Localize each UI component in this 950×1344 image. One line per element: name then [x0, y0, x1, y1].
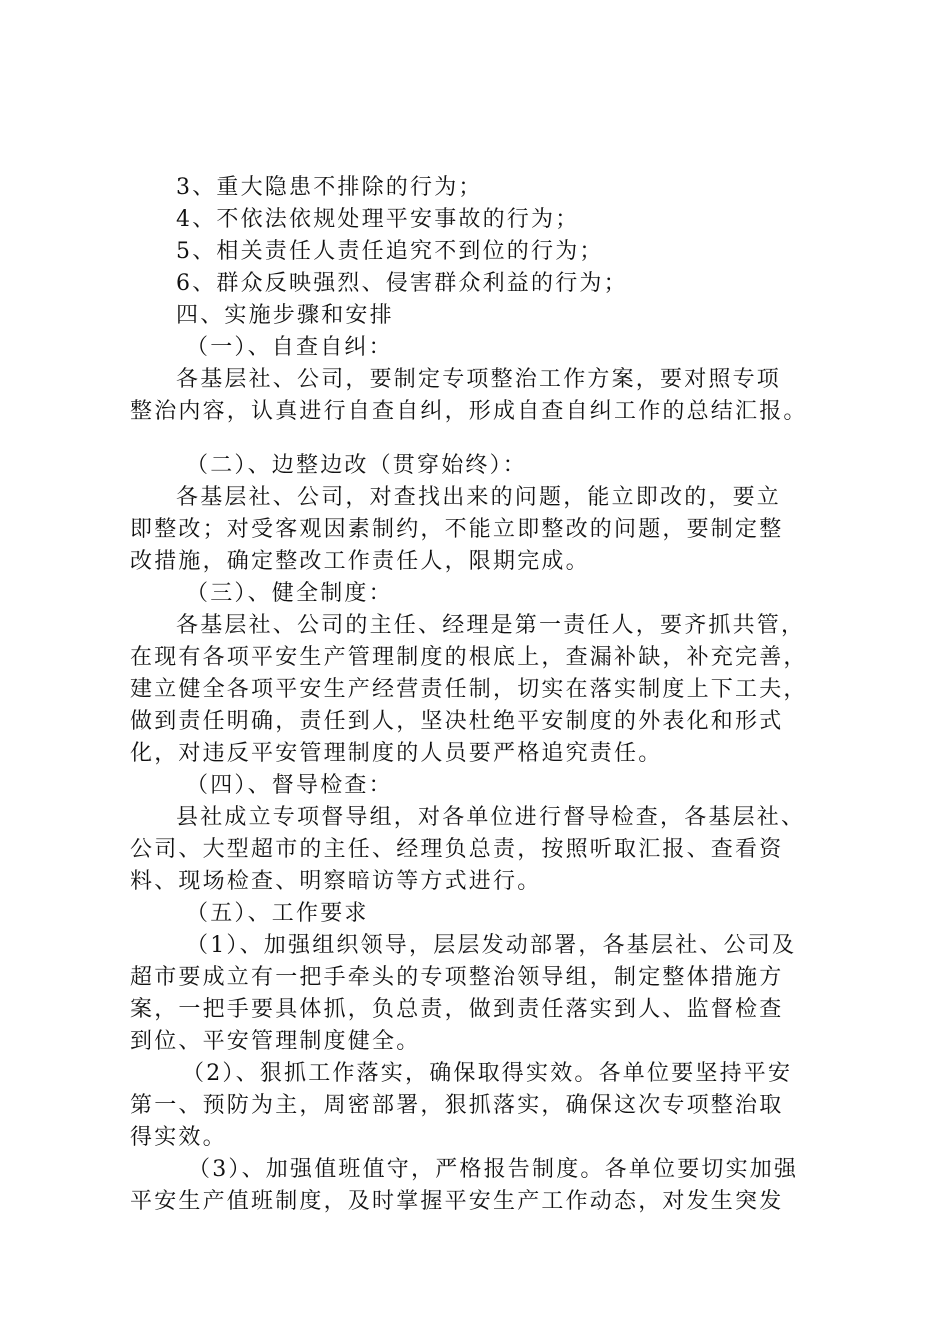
paragraph-line: 整治内容，认真进行自查自纠，形成自查自纠工作的总结汇报。 [130, 399, 808, 424]
paragraph-line: 改措施，确定整改工作责任人，限期完成。 [130, 549, 590, 574]
list-item-4: 4、不依法依规处理平安事故的行为； [176, 207, 580, 232]
paragraph-line: 到位、平安管理制度健全。 [130, 1029, 421, 1054]
paragraph-line: 化，对违反平安管理制度的人员要严格追究责任。 [130, 741, 663, 766]
paragraph-line: 即整改；对受客观因素制约，不能立即整改的问题，要制定整 [130, 517, 784, 542]
paragraph-line: 各基层社、公司的主任、经理是第一责任人，要齐抓共管， [176, 613, 806, 638]
paragraph-line: 县社成立专项督导组，对各单位进行督导检查，各基层社、 [176, 805, 806, 830]
list-item-3: 3、重大隐患不排除的行为； [176, 175, 483, 200]
subsection-heading-5: （五）、工作要求 [186, 901, 369, 926]
paragraph-line: 超市要成立有一把手牵头的专项整治领导组，制定整体措施方 [130, 965, 784, 990]
paragraph-line: 料、现场检查、明察暗访等方式进行。 [130, 869, 542, 894]
paragraph-line: （3）、加强值班值守，严格报告制度。各单位要切实加强 [188, 1157, 799, 1182]
paragraph-line: 第一、预防为主，周密部署，狠抓落实，确保这次专项整治取 [130, 1093, 784, 1118]
paragraph-line: 做到责任明确，责任到人，坚决杜绝平安制度的外表化和形式 [130, 709, 784, 734]
paragraph-line: 平安生产值班制度，及时掌握平安生产工作动态，对发生突发 [130, 1189, 784, 1214]
document-body [130, 172, 830, 1218]
paragraph-line: 在现有各项平安生产管理制度的根底上，查漏补缺，补充完善， [130, 645, 808, 670]
paragraph-line: 各基层社、公司，要制定专项整治工作方案，要对照专项 [176, 367, 782, 392]
subsection-heading-1: （一）、自查自纠： [186, 335, 393, 360]
paragraph-line: 建立健全各项平安生产经营责任制，切实在落实制度上下工夫， [130, 677, 808, 702]
paragraph-line: （1）、加强组织领导，层层发动部署，各基层社、公司及 [186, 933, 797, 958]
subsection-heading-4: （四）、督导检查： [186, 773, 393, 798]
paragraph-line: （2）、狠抓工作落实，确保取得实效。各单位要坚持平安 [182, 1061, 793, 1086]
subsection-heading-2: （二）、边整边改（贯穿始终）： [186, 453, 528, 478]
paragraph-line: 得实效。 [130, 1125, 227, 1150]
list-item-6: 6、群众反映强烈、侵害群众利益的行为； [176, 271, 628, 296]
paragraph-line: 案，一把手要具体抓，负总责，做到责任落实到人、监督检查 [130, 997, 784, 1022]
paragraph-gap [130, 428, 830, 450]
subsection-heading-3: （三）、健全制度： [186, 581, 393, 606]
paragraph-line: 各基层社、公司，对查找出来的问题，能立即改的，要立 [176, 485, 782, 510]
paragraph-line: 公司、大型超市的主任、经理负总责，按照听取汇报、查看资 [130, 837, 784, 862]
list-item-5: 5、相关责任人责任追究不到位的行为； [176, 239, 604, 264]
section-heading-4: 四、实施步骤和安排 [176, 303, 394, 328]
